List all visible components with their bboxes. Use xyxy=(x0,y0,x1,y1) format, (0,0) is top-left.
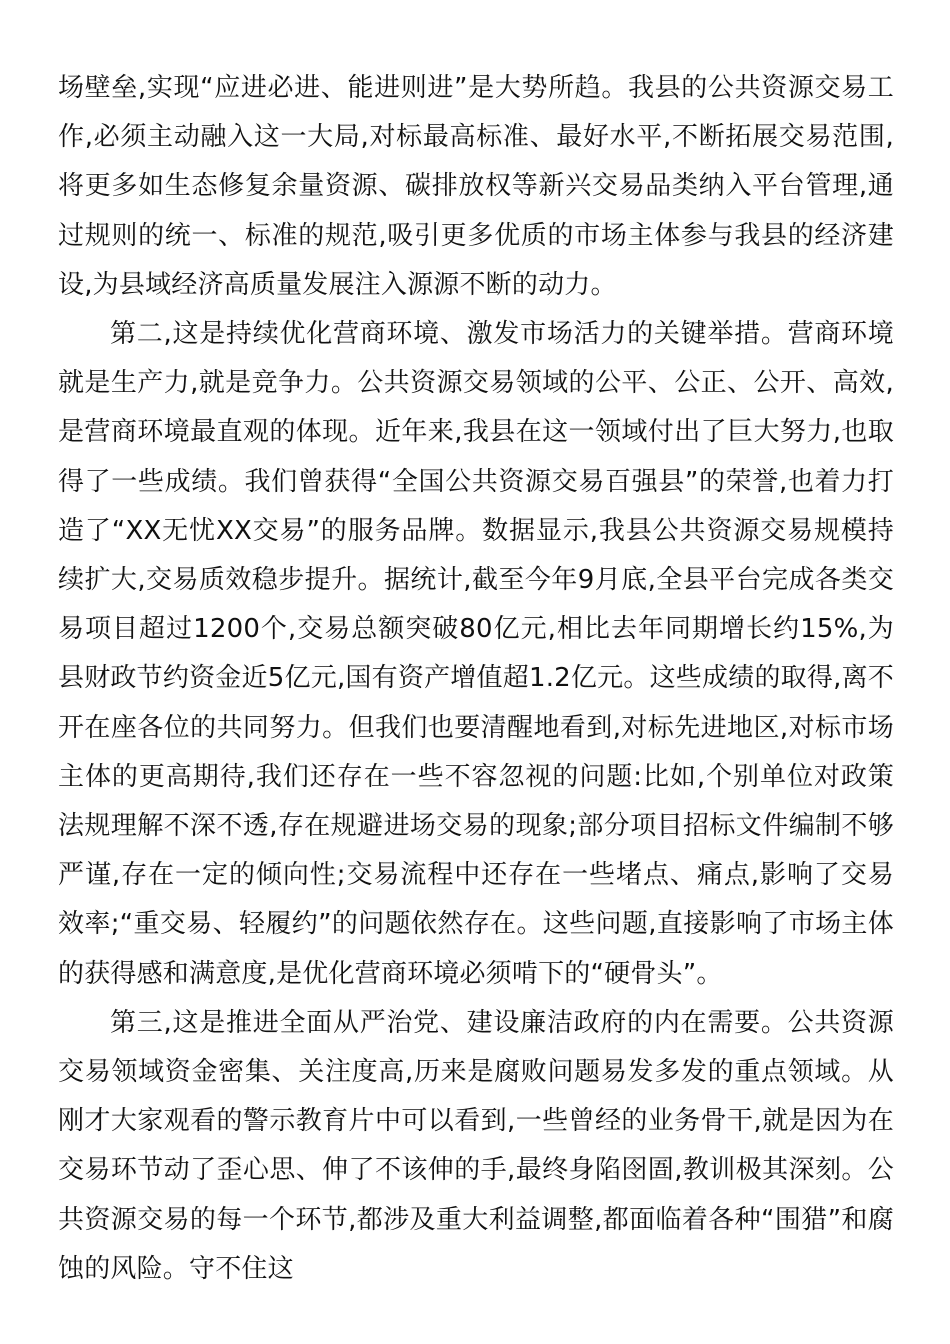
paragraph-third-point: 第三,这是推进全面从严治党、建设廉洁政府的内在需要。公共资源交易领域资金密集、关注度高,历来是腐败问题易发多发的重点领域。从刚才大家观看的警示教育片中可以看到,一些曾经的业务骨干,就是因为在交易环节动了歪心思、伸了不该伸的手,最终身陷囹圄,教训极其深刻。公共资源交易的每一个环节,都涉及重大利益调整,都面临着各种“围猎”和腐蚀的风险。守不住这 xyxy=(58,1007,894,1284)
paragraph-second-point: 第二,这是持续优化营商环境、激发市场活力的关键举措。营商环境就是生产力,就是竞争力。公共资源交易领域的公平、公正、公开、高效,是营商环境最直观的体现。近年来,我县在这一领域付出了巨大努力,也取得了一些成绩。我们曾获得“全国公共资源交易百强县”的荣誉,也着力打造了“XX无忧XX交易”的服务品牌。数据显示,我县公共资源交易规模持续扩大,交易质效稳步提升。据统计,截至今年9月底,全县平台完成各类交易项目超过1200个,交易总额突破80亿元,相比去年同期增长约15%,为县财政节约资金近5亿元,国有资产增值超1.2亿元。这些成绩的取得,离不开在座各位的共同努力。但我们也要清醒地看到,对标先进地区,对标市场主体的更高期待,我们还存在一些不容忽视的问题:比如,个别单位对政策法规理解不深不透,存在规避进场交易的现象;部分项目招标文件编制不够严谨,存在一定的倾向性;交易流程中还存在一些堵点、痛点,影响了交易效率;“重交易、轻履约”的问题依然存在。这些问题,直接影响了市场主体的获得感和满意度,是优化营商环境必须啃下的“硬骨头”。 xyxy=(58,319,894,989)
paragraph-continuation: 场壁垒,实现“应进必进、能进则进”是大势所趋。我县的公共资源交易工作,必须主动融入这一大局,对标最高标准、最好水平,不断拓展交易范围,将更多如生态修复余量资源、碳排放权等新兴交易品类纳入平台管理,通过规则的统一、标准的规范,吸引更多优质的市场主体参与我县的经济建设,为县域经济高质量发展注入源源不断的动力。 xyxy=(58,73,894,300)
